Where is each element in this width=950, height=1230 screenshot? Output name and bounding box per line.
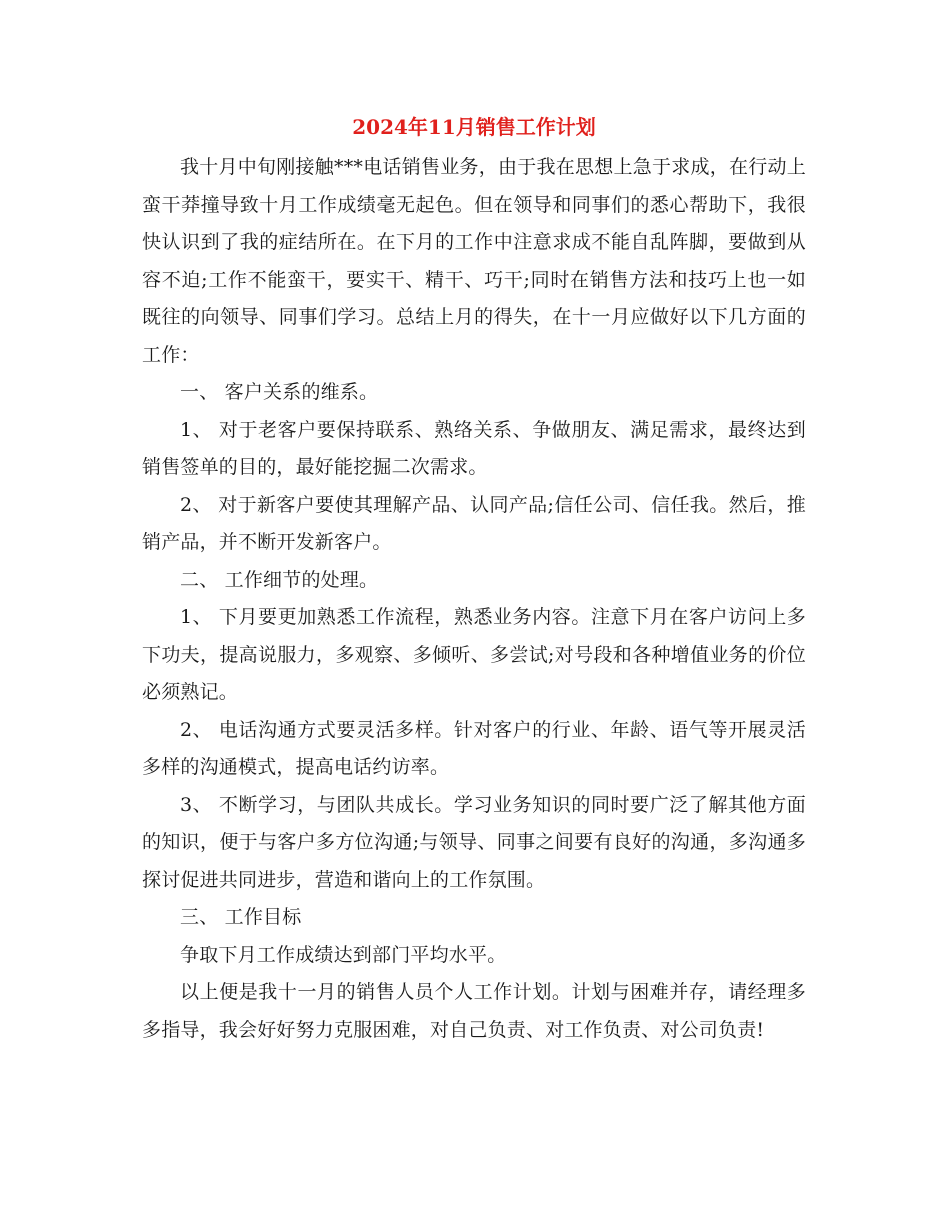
paragraph-intro: 我十月中旬刚接触***电话销售业务，由于我在思想上急于求成，在行动上蛮干莽撞导致十月工作成绩毫无起色。但在领导和同事们的悉心帮助下，我很快认识到了我的症结所在。在下月的工作中注意求成不能自乱阵脚，要做到从容不迫;工作不能蛮干，要实干、精干、巧干;同时在销售方法和技巧上也一如既往的向领导、同事们学习。总结上月的得失，在十一月应做好以下几方面的工作： (142, 156, 806, 366)
document-title: 2024年11月销售工作计划 (352, 115, 596, 139)
section-heading-1: 一、 客户关系的维系。 (180, 381, 379, 403)
list-item: 2、 对于新客户要使其理解产品、认同产品;信任公司、信任我。然后，推销产品，并不断开发新客户。 (142, 493, 806, 553)
paragraph-goal: 争取下月工作成绩达到部门平均水平。 (180, 943, 507, 966)
list-item: 2、 电话沟通方式要灵活多样。针对客户的行业、年龄、语气等开展灵活多样的沟通模式，提高电话约访率。 (142, 718, 806, 778)
paragraph-closing: 以上便是我十一月的销售人员个人工作计划。计划与困难并存，请经理多多指导，我会好好努力克服困难，对自己负责、对工作负责、对公司负责! (142, 981, 806, 1041)
section-heading-2: 二、 工作细节的处理。 (180, 568, 379, 591)
section-heading-3: 三、 工作目标 (180, 906, 302, 928)
document-page (142, 110, 806, 1049)
list-item: 1、 对于老客户要保持联系、熟络关系、争做朋友、满足需求，最终达到销售签单的目的，最好能挖掘二次需求。 (142, 418, 806, 478)
list-item: 3、 不断学习，与团队共成长。学习业务知识的同时要广泛了解其他方面的知识，便于与客户多方位沟通;与领导、同事之间要有良好的沟通，多沟通多探讨促进共同进步，营造和谐向上的工作氛围。 (142, 793, 806, 891)
list-item: 1、 下月要更加熟悉工作流程，熟悉业务内容。注意下月在客户访问上多下功夫，提高说服力，多观察、多倾听、多尝试;对号段和各种增值业务的价位必须熟记。 (142, 606, 806, 703)
